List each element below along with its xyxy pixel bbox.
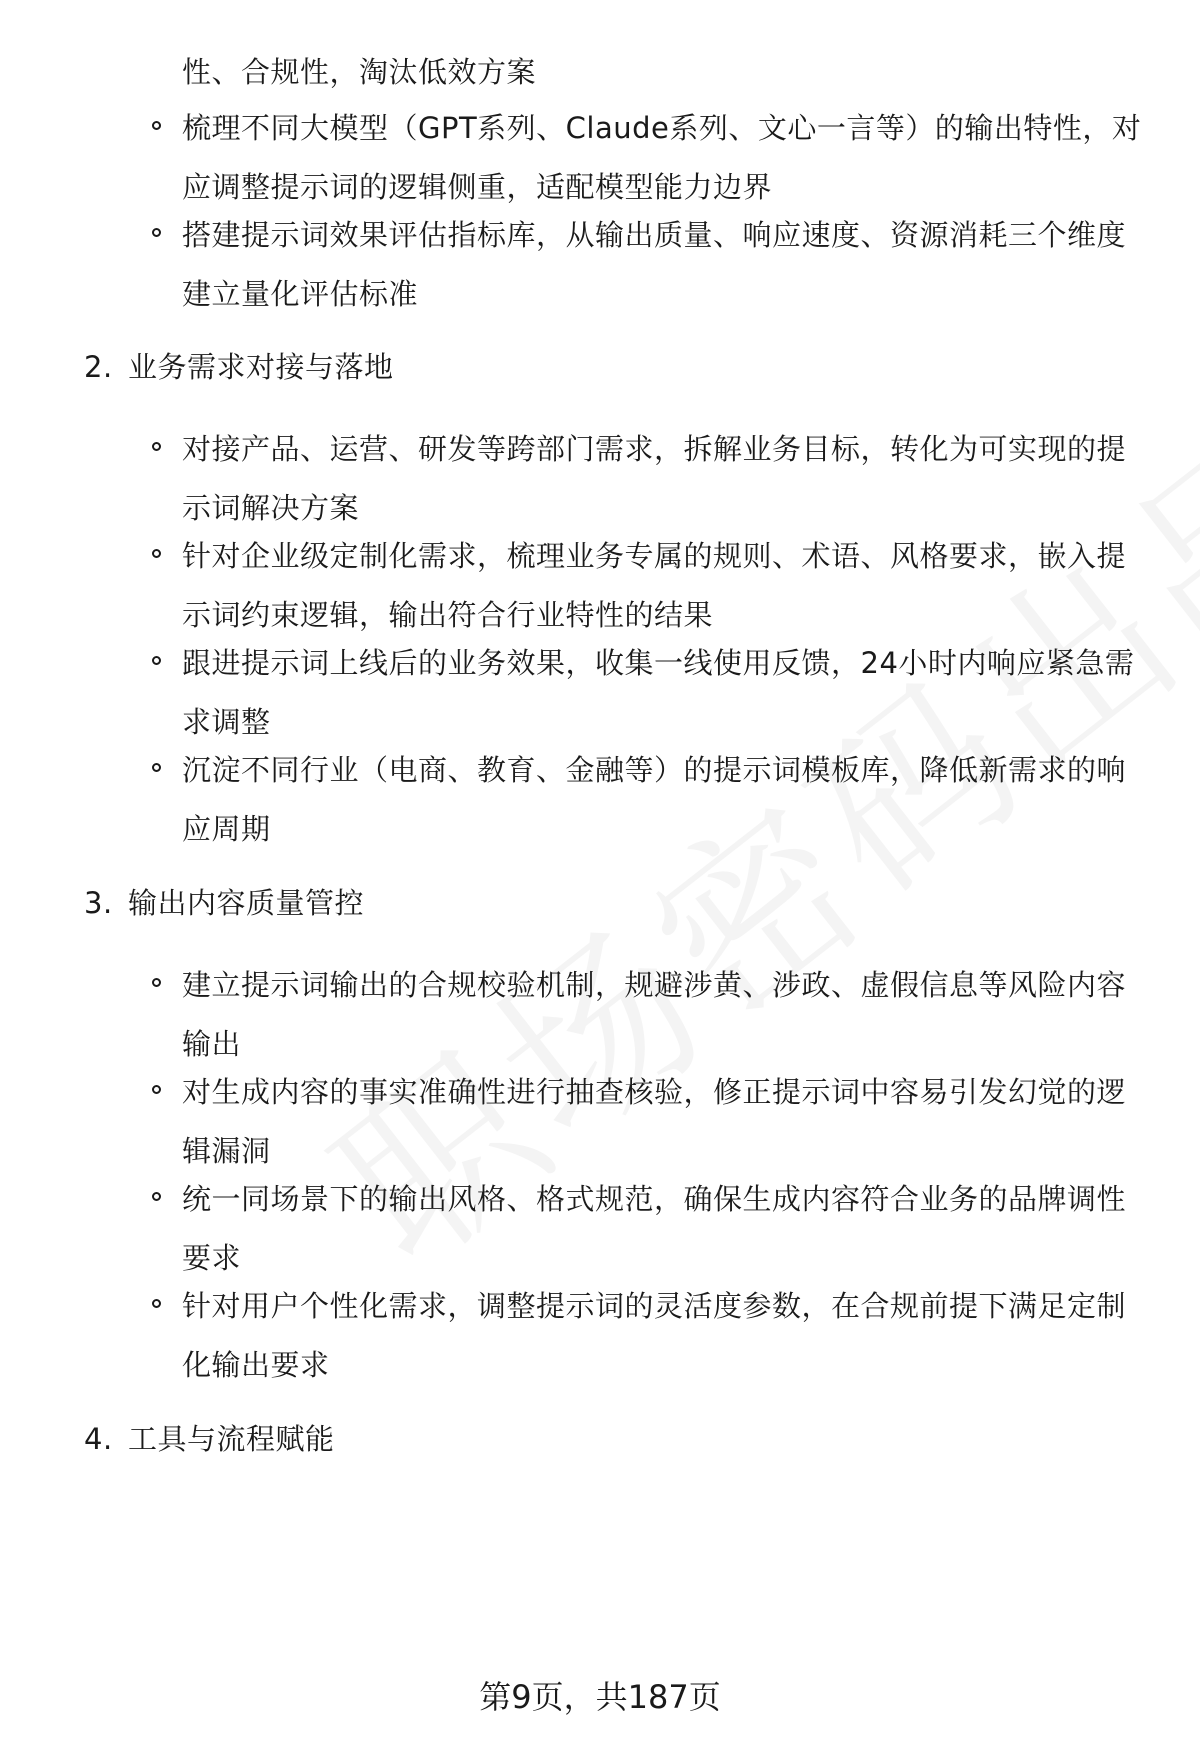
page-footer: 第9页，共187页 [479,1678,721,1716]
hollow-bullet-icon [152,549,161,558]
hollow-bullet-icon [152,1085,161,1094]
list-item: 搭建提示词效果评估指标库，从输出质量、响应速度、资源消耗三个维度建立量化评估标准 [182,206,1142,324]
hollow-bullet-icon [152,1299,161,1308]
list-item: 针对用户个性化需求，调整提示词的灵活度参数，在合规前提下满足定制化输出要求 [182,1277,1142,1395]
list-item: 针对企业级定制化需求，梳理业务专属的规则、术语、风格要求，嵌入提示词约束逻辑，输出符合行业特性的结果 [182,527,1142,645]
hollow-bullet-icon [152,228,161,237]
section-heading: 2. 业务需求对接与落地 [84,350,394,384]
hollow-bullet-icon [152,656,161,665]
list-item: 对生成内容的事实准确性进行抽查核验，修正提示词中容易引发幻觉的逻辑漏洞 [182,1063,1142,1181]
list-item: 建立提示词输出的合规校验机制，规避涉黄、涉政、虚假信息等风险内容输出 [182,956,1142,1074]
list-item: 沉淀不同行业（电商、教育、金融等）的提示词模板库，降低新需求的响应周期 [182,741,1142,859]
list-item: 统一同场景下的输出风格、格式规范，确保生成内容符合业务的品牌调性要求 [182,1170,1142,1288]
list-item: 梳理不同大模型（GPT系列、Claude系列、文心一言等）的输出特性，对应调整提示词的逻辑侧重，适配模型能力边界 [182,99,1142,217]
hollow-bullet-icon [152,1192,161,1201]
section-heading: 4. 工具与流程赋能 [84,1422,335,1456]
hollow-bullet-icon [152,978,161,987]
hollow-bullet-icon [152,442,161,451]
list-item: 对接产品、运营、研发等跨部门需求，拆解业务目标，转化为可实现的提示词解决方案 [182,420,1142,538]
continuation-text: 性、合规性，淘汰低效方案 [182,55,537,89]
list-item: 跟进提示词上线后的业务效果，收集一线使用反馈，24小时内响应紧急需求调整 [182,634,1142,752]
section-heading: 3. 输出内容质量管控 [84,886,365,920]
hollow-bullet-icon [152,121,161,130]
hollow-bullet-icon [152,763,161,772]
